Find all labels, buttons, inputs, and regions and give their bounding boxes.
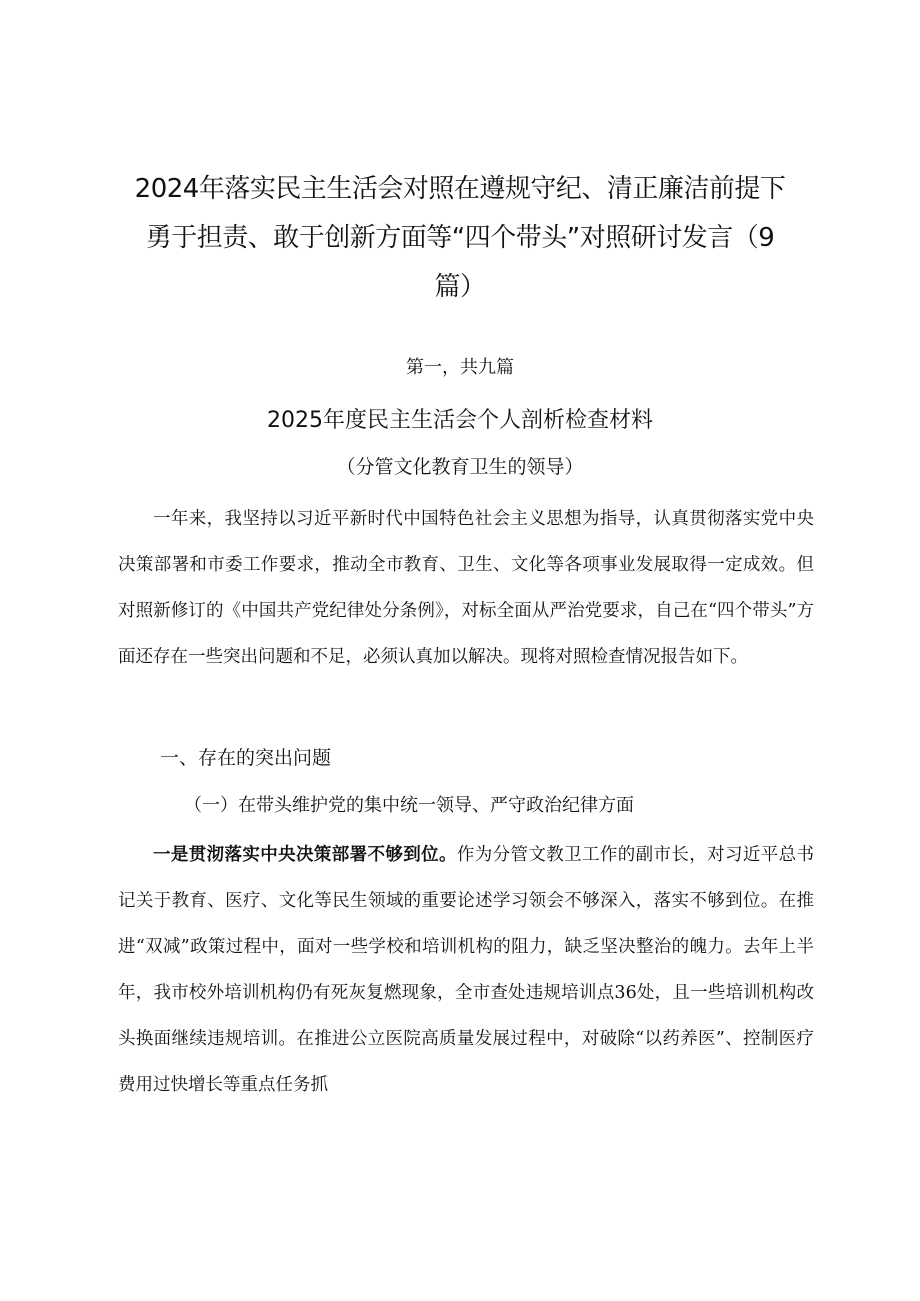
material-subtitle-note: （分管文化教育卫生的领导） bbox=[336, 456, 584, 478]
intro-paragraph: 一年来，我坚持以习近平新时代中国特色社会主义思想为指导，认真贯彻落实党中央决策部署和市委工作要求，推动全市教育、卫生、文化等各项事业发展取得一定成效。但对照新修订的《中国共产党纪律处分条例》，对标全面从严治党要求，自己在“四个带头”方面还存在一些突出问题和不足，必须认真加以解决。现将对照检查情况报告如下。 bbox=[118, 509, 814, 667]
document-title: 2024年落实民主生活会对照在遵规守纪、清正廉洁前提下勇于担责、敢于创新方面等“四个带头”对照研讨发言（9篇） bbox=[134, 174, 786, 302]
body-paragraph-text: 作为分管文教卫工作的副市长，对习近平总书记关于教育、医疗、文化等民生领域的重要论述学习领会不够深入，落实不够到位。在推进“双减”政策过程中，面对一些学校和培训机构的阻力，缺乏坚决整治的魄力。去年上半年，我市校外培训机构仍有死灰复燃现象，全市查处违规培训点36处，且一些培训机构改头换面继续违规培训。在推进公立医院高质量发展过程中，对破除“以药养医”、控制医疗费用过快增长等重点任务抓 bbox=[118, 845, 814, 1095]
body-paragraph bbox=[118, 832, 814, 1108]
section-label: 第一，共九篇 bbox=[406, 357, 514, 378]
section-heading-problems: 一、存在的突出问题 bbox=[160, 747, 332, 769]
material-title: 2025年度民主生活会个人剖析检查材料 bbox=[267, 408, 653, 433]
body-paragraph-lead: 一是贯沏落实中央决策部署不够到位。 bbox=[153, 845, 457, 865]
subsection-heading-political-discipline: （一）在带头维护党的集中统一领导、严守政治纪律方面 bbox=[184, 795, 634, 816]
